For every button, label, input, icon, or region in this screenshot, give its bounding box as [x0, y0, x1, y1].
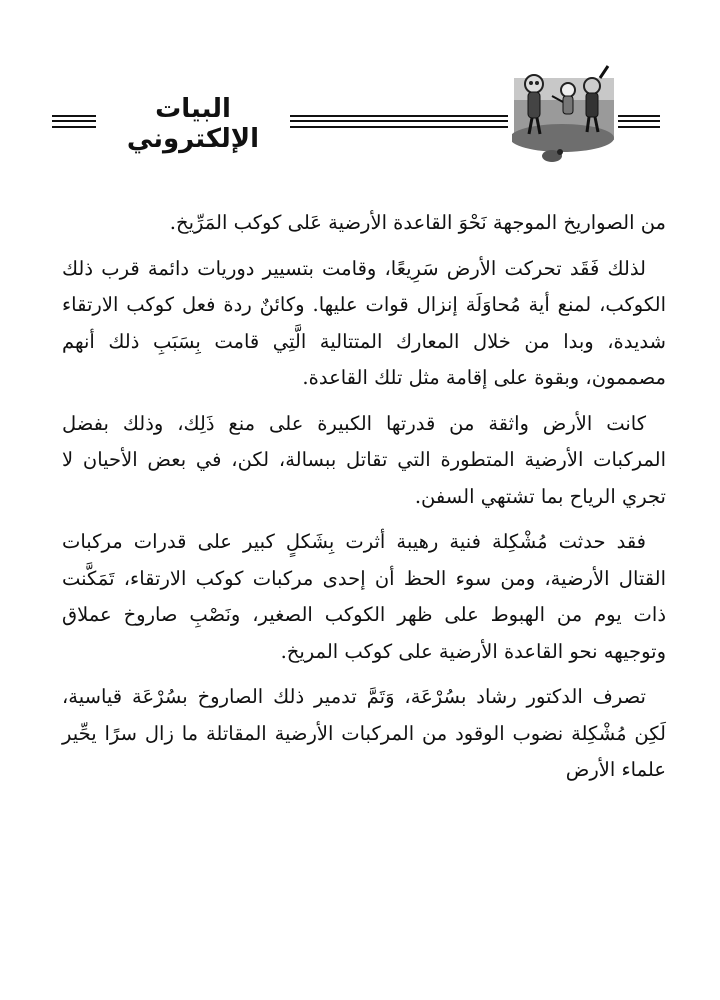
paragraph: تصرف الدكتور رشاد بسُرْعَة، وَتَمَّ تدمير ذلك الصاروخ بسُرْعَة قياسية، لَكِن مُشْكِلة نضوب الوقود من المركبات الأرضية المقاتلة ما زال سرًا يحِّير علماء الأرض: [62, 685, 666, 781]
cartoon-characters-illustration: [512, 60, 616, 168]
decorative-rule-middle: [290, 115, 508, 128]
paragraph: كانت الأرض واثقة من قدرتها الكبيرة على منع ذَلِك، وذلك بفضل المركبات الأرضية المتطورة التي تقاتل ببسالة، لكن، في بعض الأحيان لا تجري الرياح بما تشتهي السفن.: [62, 411, 666, 508]
body-text: [62, 205, 666, 798]
page-header: [0, 60, 720, 170]
decorative-rule-left: [52, 115, 96, 128]
paragraph: لذلك فَقَد تحركت الأرض سَرِيعًا، وقامت بتسيير دوريات دائمة قرب ذلك الكوكب، لمنع أية مُحاوَلَة إنزال قوات عليها. وكائنٌ ردة فعل كوكب الارتقاء شديدة، وبدا من خلال المعارك المتتالية الَّتِي قامت بِسَبَبِ ذلك أنهم مصممون، وبقوة على إقامة مثل تلك القاعدة.: [62, 256, 666, 389]
paragraph: من الصواريخ الموجهة نَحْوَ القاعدة الأرضية عَلى كوكب المَرِّيخ.: [169, 211, 666, 234]
chapter-title: البيات الإلكتروني: [126, 94, 260, 154]
paragraph: فقد حدثت مُشْكِلة فنية رهيبة أثرت بِشَكلٍ كبير على قدرات مركبات القتال الأرضية، ومن سوء الحظ أن إحدى مركبات كوكب الارتقاء، تَمَكَّنت ذات يوم من الهبوط على ظهر الكوكب الصغير، ونَصْبِ صاروخ عملاق وتوجيهه نحو القاعدة الأرضية على كوكب المريخ.: [62, 530, 666, 663]
decorative-rule-right: [618, 115, 660, 128]
